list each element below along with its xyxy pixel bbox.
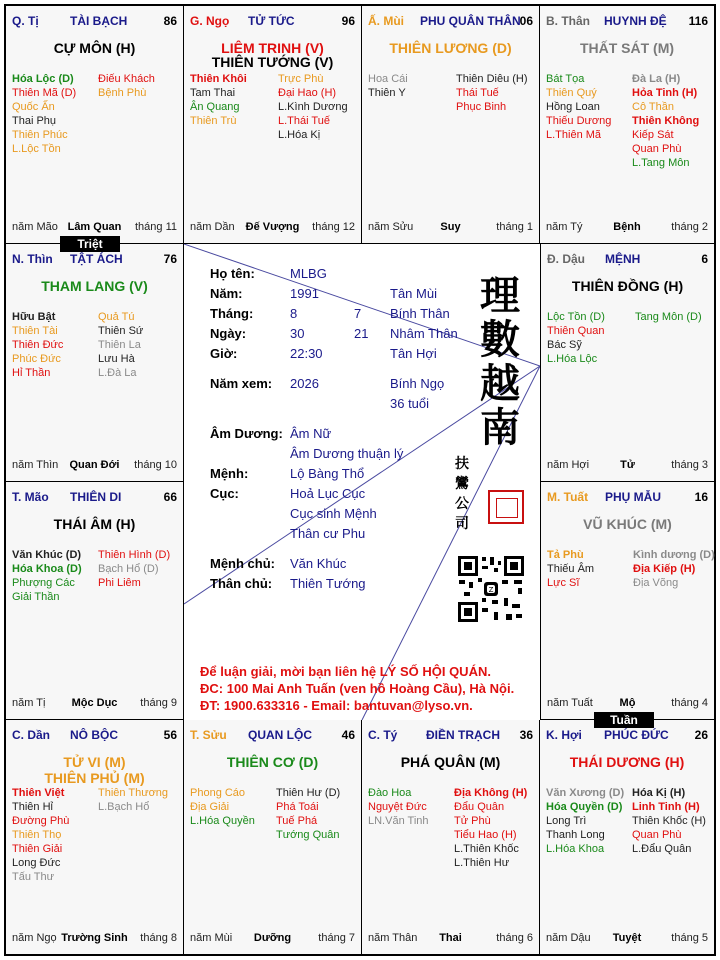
minor-star: L.Đà La bbox=[98, 367, 137, 379]
palace-stem: M. Tuất bbox=[547, 490, 589, 504]
minor-star: L.Thiên Mã bbox=[546, 129, 602, 141]
major-star: TỬ VI (M) bbox=[63, 754, 126, 770]
menh-chu-value: Văn Khúc bbox=[290, 556, 347, 571]
minor-star: Đà La (H) bbox=[632, 73, 681, 85]
calligraphy-logo bbox=[476, 274, 524, 450]
palace-major-period: 6 bbox=[701, 252, 708, 266]
minor-star: Lưu Hà bbox=[98, 353, 135, 365]
minor-star: Bác Sỹ bbox=[547, 339, 582, 351]
palace-footer bbox=[546, 221, 708, 235]
minor-star: Thiên Đức bbox=[12, 339, 64, 351]
contact-line-phone-email[interactable]: ĐT: 1900.633316 - Email: bantuvan@lyso.vn. bbox=[200, 698, 473, 713]
palace-header bbox=[546, 728, 708, 744]
palace-name: NÔ BỘC bbox=[70, 728, 118, 742]
center-info-panel bbox=[184, 244, 540, 720]
palace-header bbox=[190, 14, 355, 30]
palace-month: tháng 6 bbox=[496, 932, 533, 944]
palace-header bbox=[12, 728, 177, 744]
minor-star: Thiên Thọ bbox=[12, 829, 62, 841]
palace-major-period: 96 bbox=[341, 14, 355, 28]
minor-star: Kình dương (D) bbox=[633, 549, 715, 561]
minor-stars-right bbox=[278, 72, 348, 142]
minor-star: Đường Phù bbox=[12, 815, 70, 827]
palace-month: tháng 7 bbox=[318, 932, 355, 944]
palace-header bbox=[12, 252, 177, 268]
minor-star: Thiên Khôi bbox=[190, 73, 247, 85]
palace-month: tháng 12 bbox=[312, 221, 355, 233]
minor-star: Thiên Thương bbox=[98, 787, 169, 799]
palace-footer bbox=[12, 221, 177, 235]
palace-phu-mau[interactable] bbox=[540, 482, 714, 720]
minor-stars-left bbox=[12, 72, 76, 156]
palace-phase: Đế Vượng bbox=[245, 221, 300, 233]
palace-phu-quan[interactable] bbox=[362, 6, 540, 244]
minor-stars-left bbox=[368, 72, 408, 100]
name-label: Họ tên: bbox=[210, 266, 255, 281]
palace-name: ĐIỀN TRẠCH bbox=[426, 728, 500, 742]
palace-menh[interactable] bbox=[540, 244, 714, 482]
minor-star: Hồng Loan bbox=[546, 101, 600, 113]
year-value: 1991 bbox=[290, 286, 319, 301]
minor-stars-left bbox=[547, 310, 605, 366]
minor-stars-right bbox=[454, 786, 527, 870]
minor-star: L.Thiên Khốc bbox=[454, 843, 519, 855]
major-star: THAM LANG (V) bbox=[41, 278, 148, 294]
palace-phase: Tuyệt bbox=[612, 932, 642, 944]
palace-tai-bach[interactable] bbox=[6, 6, 184, 244]
palace-footer bbox=[368, 932, 533, 946]
palace-major-period: 46 bbox=[341, 728, 355, 742]
cuc-relation: Cục sinh Mệnh bbox=[290, 506, 377, 521]
palace-footer bbox=[12, 697, 177, 711]
minor-star: Quan Phù bbox=[632, 143, 682, 155]
major-star: LIÊM TRINH (V) bbox=[221, 40, 324, 56]
major-star: VŨ KHÚC (M) bbox=[583, 516, 672, 532]
minor-star: Thiên Hư (D) bbox=[276, 787, 341, 799]
minor-star: Hóa Quyền (D) bbox=[546, 801, 623, 813]
minor-star: L.Đẩu Quân bbox=[632, 843, 692, 855]
day-solar: 30 bbox=[290, 326, 305, 341]
minor-star: Nguyệt Đức bbox=[368, 801, 427, 813]
minor-star: Thiên Khốc (H) bbox=[632, 815, 706, 827]
minor-star: Văn Xương (D) bbox=[546, 787, 625, 799]
calligraphy-char: 數 bbox=[480, 316, 520, 363]
am-duong-relation: Âm Dương thuận lý bbox=[290, 446, 404, 461]
minor-star: Phong Cáo bbox=[190, 787, 246, 799]
calligraphy-char: 越 bbox=[480, 360, 520, 407]
palace-tat-ach[interactable] bbox=[6, 244, 184, 482]
triet-tag: Triệt bbox=[60, 236, 120, 252]
palace-name: MỆNH bbox=[605, 252, 641, 266]
minor-star: Địa Không (H) bbox=[454, 787, 528, 799]
minor-star: L.Kình Dương bbox=[278, 101, 348, 113]
minor-star: Hóa Kị (H) bbox=[632, 787, 686, 799]
minor-star: Bạch Hổ (D) bbox=[98, 563, 159, 575]
palace-phase: Trường Sinh bbox=[61, 932, 128, 944]
minor-star: Thiên Quý bbox=[546, 87, 597, 99]
minor-star: Phi Liêm bbox=[98, 577, 141, 589]
than-chu-value: Thiên Tướng bbox=[290, 576, 366, 591]
minor-stars-left bbox=[190, 786, 255, 828]
palace-name: THIÊN DI bbox=[70, 490, 122, 504]
palace-month: tháng 3 bbox=[671, 459, 708, 471]
menh-chu-label: Mệnh chủ: bbox=[210, 556, 275, 571]
minor-stars-right bbox=[635, 310, 702, 324]
palace-stem: Q. Tị bbox=[12, 14, 39, 28]
svg-text:Z: Z bbox=[488, 586, 494, 594]
minor-star: Đào Hoa bbox=[368, 787, 412, 799]
calligraphy-char: 南 bbox=[480, 404, 520, 451]
minor-star: Cô Thần bbox=[632, 101, 674, 113]
palace-stem: C. Dần bbox=[12, 728, 51, 742]
year-label: Năm: bbox=[210, 286, 243, 301]
palace-year: năm Sửu bbox=[368, 221, 414, 233]
minor-star: Tướng Quân bbox=[276, 829, 340, 841]
palace-name: TÀI BẠCH bbox=[70, 14, 128, 28]
palace-major-period: 86 bbox=[163, 14, 177, 28]
minor-star: Long Đức bbox=[12, 857, 61, 869]
month-lunar: 7 bbox=[354, 306, 362, 321]
minor-star: Hóa Lộc (D) bbox=[12, 73, 74, 85]
age-value: 36 tuổi bbox=[390, 396, 430, 411]
palace-phase: Quan Đới bbox=[69, 459, 120, 471]
minor-star: Tuế Phá bbox=[276, 815, 318, 827]
calligraphy-char: 理 bbox=[480, 272, 520, 319]
minor-star: Thiên Giải bbox=[12, 843, 63, 855]
qr-code[interactable] bbox=[456, 554, 526, 624]
minor-star: Linh Tinh (H) bbox=[632, 801, 700, 813]
minor-star: Thiếu Dương bbox=[546, 115, 612, 127]
minor-star: Thiên Hỉ bbox=[12, 801, 53, 813]
minor-star: Tấu Thư bbox=[12, 871, 55, 883]
palace-year: năm Tý bbox=[546, 221, 583, 233]
palace-month: tháng 5 bbox=[671, 932, 708, 944]
minor-stars-right bbox=[98, 310, 143, 380]
palace-huynh-de[interactable] bbox=[540, 6, 714, 244]
minor-star: Lộc Tồn (D) bbox=[547, 311, 605, 323]
cuc-label: Cục: bbox=[210, 486, 239, 501]
cuc-value: Hoả Lục Cục bbox=[290, 486, 366, 501]
minor-star: Thiên Phúc bbox=[12, 129, 68, 141]
minor-star: Long Trì bbox=[546, 815, 587, 827]
palace-name: HUYNH ĐỆ bbox=[604, 14, 667, 28]
palace-name: TỬ TỨC bbox=[248, 14, 295, 28]
minor-star: L.Hóa Quyền bbox=[190, 815, 255, 827]
palace-stem: B. Thân bbox=[546, 14, 590, 28]
minor-star: Phượng Các bbox=[12, 577, 75, 589]
minor-star: Tả Phù bbox=[547, 549, 584, 561]
major-star: THIÊN TƯỚNG (V) bbox=[211, 54, 334, 70]
minor-star: Thiên La bbox=[98, 339, 141, 351]
day-lunar: 21 bbox=[354, 326, 369, 341]
seal-char: 司 bbox=[455, 516, 469, 532]
palace-quan-loc[interactable] bbox=[184, 720, 362, 954]
name-value: MLBG bbox=[290, 266, 327, 281]
palace-month: tháng 1 bbox=[496, 221, 533, 233]
seal-char: 鸞 bbox=[455, 476, 469, 492]
palace-header bbox=[547, 490, 708, 506]
palace-year: năm Mùi bbox=[190, 932, 233, 944]
minor-stars-right bbox=[98, 786, 168, 814]
minor-stars-left bbox=[546, 786, 624, 856]
year-can-chi: Tân Mùi bbox=[390, 286, 437, 301]
palace-header bbox=[547, 252, 708, 268]
palace-year: năm Tuất bbox=[547, 697, 593, 709]
minor-star: Giải Thần bbox=[12, 591, 60, 603]
palace-stem: G. Ngọ bbox=[190, 14, 230, 28]
minor-star: Tử Phù bbox=[454, 815, 491, 827]
minor-star: Hóa Khoa (D) bbox=[12, 563, 82, 575]
minor-stars-left bbox=[546, 72, 611, 142]
palace-major-period: 36 bbox=[519, 728, 533, 742]
major-star: PHÁ QUÂN (M) bbox=[400, 754, 501, 770]
palace-header bbox=[12, 490, 177, 506]
palace-major-period: 76 bbox=[163, 252, 177, 266]
minor-star: Hữu Bật bbox=[12, 311, 56, 323]
minor-star: Đẩu Quân bbox=[454, 801, 505, 813]
palace-major-period: 56 bbox=[163, 728, 177, 742]
palace-footer bbox=[190, 932, 355, 946]
palace-phase: Tử bbox=[620, 459, 635, 471]
minor-star: Thiên Quan bbox=[547, 325, 605, 337]
minor-star: L.Tang Môn bbox=[632, 157, 690, 169]
minor-stars-right bbox=[276, 786, 340, 842]
palace-stem: Ấ. Mùi bbox=[368, 14, 404, 28]
palace-phase: Bệnh bbox=[613, 221, 641, 233]
palace-tu-tuc[interactable] bbox=[184, 6, 362, 244]
major-star: CỰ MÔN (H) bbox=[53, 40, 136, 56]
palace-month: tháng 10 bbox=[134, 459, 177, 471]
minor-star: Tiểu Hao (H) bbox=[454, 829, 517, 841]
minor-star: Phá Toái bbox=[276, 801, 319, 813]
palace-major-period: 116 bbox=[688, 14, 708, 28]
seal-char: 扶 bbox=[455, 456, 469, 472]
minor-stars-left bbox=[12, 786, 69, 884]
minor-star: Hoa Cái bbox=[368, 73, 408, 85]
major-star: THIÊN LƯƠNG (D) bbox=[389, 40, 512, 56]
minor-star: Thiên Việt bbox=[12, 787, 65, 799]
palace-footer bbox=[546, 932, 708, 946]
palace-footer bbox=[368, 221, 533, 235]
horoscope-chart bbox=[4, 4, 716, 956]
palace-month: tháng 11 bbox=[134, 221, 177, 233]
hour-label: Giờ: bbox=[210, 346, 238, 361]
minor-star: Địa Võng bbox=[633, 577, 679, 589]
minor-star: Phúc Đức bbox=[12, 353, 61, 365]
palace-stem: Đ. Dậu bbox=[547, 252, 586, 266]
menh-label: Mệnh: bbox=[210, 466, 249, 481]
palace-name: PHỤ MẪU bbox=[605, 490, 661, 504]
day-can-chi: Nhâm Thân bbox=[390, 326, 458, 341]
palace-stem: T. Mão bbox=[12, 490, 49, 504]
minor-star: Quả Tú bbox=[98, 311, 135, 323]
palace-year: năm Thìn bbox=[12, 459, 59, 471]
minor-star: Thiên Y bbox=[368, 87, 406, 99]
am-duong-value: Âm Nữ bbox=[290, 426, 332, 441]
palace-name: PHÚC ĐỨC bbox=[604, 728, 669, 742]
view-year-value: 2026 bbox=[290, 376, 319, 391]
minor-star: L.Lộc Tồn bbox=[12, 143, 61, 155]
minor-stars-left bbox=[12, 548, 82, 604]
minor-star: Địa Kiếp (H) bbox=[633, 563, 696, 575]
tuan-tag: Tuần bbox=[594, 712, 654, 728]
palace-stem: C. Tý bbox=[368, 728, 398, 742]
palace-phase: Mộ bbox=[619, 697, 636, 709]
month-can-chi: Bính Thân bbox=[390, 306, 450, 321]
minor-star: L.Hóa Lộc bbox=[547, 353, 598, 365]
palace-phase: Lâm Quan bbox=[67, 221, 122, 233]
palace-year: năm Thân bbox=[368, 932, 418, 944]
palace-year: năm Hợi bbox=[547, 459, 590, 471]
palace-month: tháng 2 bbox=[671, 221, 708, 233]
minor-star: Thai Phụ bbox=[12, 115, 57, 127]
seal-char: 公 bbox=[455, 496, 469, 512]
minor-star: Thiên Không bbox=[632, 115, 700, 127]
palace-month: tháng 8 bbox=[140, 932, 177, 944]
palace-stem: T. Sửu bbox=[190, 728, 227, 742]
minor-star: Lực Sĩ bbox=[547, 577, 580, 589]
palace-header bbox=[368, 728, 533, 744]
minor-star: Thái Tuế bbox=[456, 87, 499, 99]
minor-stars-left bbox=[547, 548, 594, 590]
month-label: Tháng: bbox=[210, 306, 254, 321]
palace-major-period: 26 bbox=[694, 728, 708, 742]
hour-can-chi: Tân Hợi bbox=[390, 346, 437, 361]
minor-star: Thiên Trù bbox=[190, 115, 237, 127]
month-solar: 8 bbox=[290, 306, 298, 321]
palace-header bbox=[190, 728, 355, 744]
minor-star: Văn Khúc (D) bbox=[12, 549, 82, 561]
company-seal-text bbox=[454, 454, 470, 534]
minor-stars-right bbox=[632, 72, 699, 170]
palace-footer bbox=[547, 459, 708, 473]
palace-year: năm Dậu bbox=[546, 932, 591, 944]
day-label: Ngày: bbox=[210, 326, 247, 341]
palace-phase: Suy bbox=[440, 221, 461, 233]
palace-footer bbox=[547, 697, 708, 711]
minor-stars-left bbox=[368, 786, 429, 828]
palace-footer bbox=[190, 221, 355, 235]
view-year-label: Năm xem: bbox=[210, 376, 273, 391]
than-chu-label: Thân chủ: bbox=[210, 576, 273, 591]
major-star: THIÊN ĐỒNG (H) bbox=[571, 278, 684, 294]
major-star: THÁI DƯƠNG (H) bbox=[569, 754, 685, 770]
palace-major-period: 16 bbox=[694, 490, 708, 504]
palace-phase: Dưỡng bbox=[253, 932, 292, 944]
minor-star: L.Hóa Khoa bbox=[546, 843, 605, 855]
minor-star: Địa Giải bbox=[190, 801, 230, 813]
palace-footer bbox=[12, 459, 177, 473]
palace-stem: K. Hợi bbox=[546, 728, 582, 742]
minor-star: Bát Tọa bbox=[546, 73, 585, 85]
red-seal-stamp bbox=[488, 490, 524, 524]
minor-star: L.Hóa Kị bbox=[278, 129, 321, 141]
major-star: THÁI ÂM (H) bbox=[53, 516, 136, 532]
palace-phuc-duc[interactable] bbox=[540, 720, 714, 954]
minor-star: Trực Phù bbox=[278, 73, 324, 85]
contact-line-intro: Để luận giải, mời bạn liên hệ LÝ SỐ HỘI QUÁN. bbox=[200, 664, 491, 679]
palace-no-boc[interactable] bbox=[6, 720, 184, 954]
minor-star: Quan Phù bbox=[632, 829, 682, 841]
minor-star: L.Bạch Hổ bbox=[98, 801, 150, 813]
palace-phase: Mộc Dục bbox=[71, 697, 118, 709]
palace-name: PHU QUÂN THÂN bbox=[420, 14, 521, 28]
major-star: THẤT SÁT (M) bbox=[579, 40, 675, 56]
minor-star: LN.Văn Tinh bbox=[368, 815, 429, 827]
palace-major-period: 06 bbox=[519, 14, 533, 28]
menh-value: Lộ Bàng Thổ bbox=[290, 466, 365, 481]
minor-star: L.Thái Tuế bbox=[278, 115, 330, 127]
minor-star: Thiếu Âm bbox=[547, 563, 595, 575]
minor-star: Phục Binh bbox=[456, 101, 507, 113]
palace-thien-di[interactable] bbox=[6, 482, 184, 720]
palace-month: tháng 4 bbox=[671, 697, 708, 709]
minor-star: Thiên Hình (D) bbox=[98, 549, 171, 561]
minor-star: Hỉ Thần bbox=[12, 367, 51, 379]
palace-header bbox=[368, 14, 533, 30]
minor-stars-left bbox=[12, 310, 63, 380]
am-duong-label: Âm Dương: bbox=[210, 426, 283, 441]
palace-major-period: 66 bbox=[163, 490, 177, 504]
minor-star: Điếu Khách bbox=[98, 73, 155, 85]
contact-line-address: ĐC: 100 Mai Anh Tuấn (ven hồ Hoàng Cầu), Hà Nội. bbox=[200, 681, 515, 696]
minor-stars-right bbox=[633, 548, 715, 590]
palace-phase: Thai bbox=[439, 932, 462, 944]
minor-star: Ân Quang bbox=[190, 101, 240, 113]
minor-star: Tang Môn (D) bbox=[635, 311, 702, 323]
minor-stars-right bbox=[98, 72, 155, 100]
view-year-can-chi: Bính Ngọ bbox=[390, 376, 445, 391]
minor-star: L.Thiên Hư bbox=[454, 857, 510, 869]
palace-month: tháng 9 bbox=[140, 697, 177, 709]
minor-stars-right bbox=[98, 548, 170, 590]
minor-star: Thanh Long bbox=[546, 829, 605, 841]
minor-star: Thiên Tài bbox=[12, 325, 58, 337]
minor-star: Thiên Diêu (H) bbox=[456, 73, 528, 85]
minor-stars-right bbox=[632, 786, 706, 856]
palace-header bbox=[12, 14, 177, 30]
minor-star: Kiếp Sát bbox=[632, 129, 674, 141]
major-star: THIÊN CƠ (D) bbox=[226, 754, 319, 770]
palace-year: năm Dần bbox=[190, 221, 235, 233]
minor-star: Quốc Ấn bbox=[12, 101, 55, 113]
palace-year: năm Mão bbox=[12, 221, 58, 233]
than-position: Thân cư Phu bbox=[290, 526, 366, 541]
minor-star: Thiên Mã (D) bbox=[12, 87, 77, 99]
palace-stem: N. Thìn bbox=[12, 252, 53, 266]
palace-year: năm Ngọ bbox=[12, 932, 57, 944]
minor-star: Bệnh Phù bbox=[98, 87, 147, 99]
minor-star: Đại Hao (H) bbox=[278, 87, 337, 99]
palace-name: QUAN LỘC bbox=[248, 728, 312, 742]
palace-footer bbox=[12, 932, 177, 946]
minor-stars-right bbox=[456, 72, 528, 114]
palace-dien-trach[interactable] bbox=[362, 720, 540, 954]
palace-year: năm Tị bbox=[12, 697, 46, 709]
minor-star: Hỏa Tinh (H) bbox=[632, 87, 698, 99]
hour-value: 22:30 bbox=[290, 346, 323, 361]
minor-star: Tam Thai bbox=[190, 87, 236, 99]
palace-name: TẬT ÁCH bbox=[70, 252, 123, 266]
palace-header bbox=[546, 14, 708, 30]
major-star: THIÊN PHỦ (M) bbox=[44, 770, 145, 786]
minor-stars-left bbox=[190, 72, 247, 128]
minor-star: Thiên Sứ bbox=[98, 325, 144, 337]
